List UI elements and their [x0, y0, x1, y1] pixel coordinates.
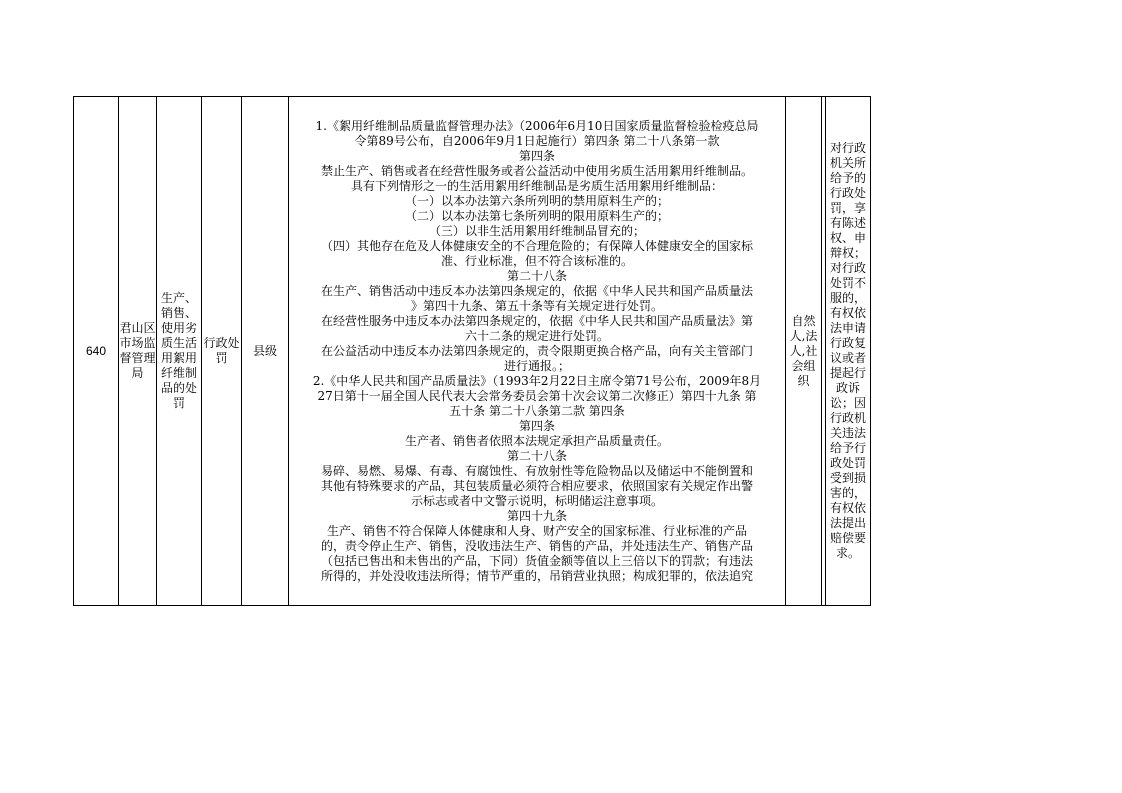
basis-line: 2.《中华人民共和国产品质量法》（1993年2月22日主席令第71号公布，2009年8月: [312, 373, 762, 388]
basis-line: （四）其他存在危及人体健康安全的不合理危险的；有保障人体健康安全的国家标: [320, 238, 753, 253]
basis-line: 在公益活动中违反本办法第四条规定的，责令限期更换合格产品，向有关主管部门: [320, 343, 753, 358]
basis-line: 所得的，并处没收违法所得；情节严重的，吊销营业执照；构成犯罪的，依法追究: [320, 568, 753, 583]
target-cell: 自然人,法人,社会组织: [786, 97, 822, 606]
basis-line: 令第89号公布，自2006年9月1日起施行）第四条 第二十八条第一款: [354, 133, 720, 148]
basis-line: 在经营性服务中违反本办法第四条规定的，依据《中华人民共和国产品质量法》第: [320, 313, 753, 328]
basis-line: （二）以本办法第七条所列明的限用原料生产的；: [404, 208, 669, 223]
basis-line: 准、行业标准，但不符合该标准的。: [440, 253, 633, 268]
law-enforcement-table: [73, 96, 871, 606]
basis-line: 示标志或者中文警示说明，标明储运注意事项。: [410, 493, 663, 508]
basis-line: 进行通报。；: [503, 358, 570, 373]
rights-cell: 对行政机关所给予的行政处罚，享有陈述权、申辩权；对行政处罚不服的，有权依法申请行政复议或者提起行政诉讼；因行政机关违法给予行政处罚受到损害的，有权依法提出赔偿要求。: [826, 97, 871, 606]
basis-line: 第四条: [518, 148, 555, 163]
basis-line: 其他有特殊要求的产品，其包装质量必须符合相应要求，依照国家有关规定作出警: [320, 478, 753, 493]
basis-line: 五十条 第二十八条第二款 第四条: [449, 403, 625, 418]
basis-line: 第二十八条: [506, 448, 567, 463]
basis-line: 易碎、易燃、易爆、有毒、有腐蚀性、有放射性等危险物品以及储运中不能倒置和: [320, 463, 753, 478]
basis-line: 生产者、销售者依照本法规定承担产品质量责任。: [404, 433, 669, 448]
department-cell: 君山区市场监督管理局: [119, 97, 157, 606]
basis-line: 具有下列情形之一的生活用絮用纤维制品是劣质生活用絮用纤维制品：: [350, 178, 723, 193]
item-name-cell: 生产、销售、使用劣质生活用絮用纤维制品的处罚: [157, 97, 202, 606]
basis-line: 在生产、销售活动中违反本办法第四条规定的，依据《中华人民共和国产品质量法: [320, 283, 753, 298]
basis-line: （三）以非生活用絮用纤维制品冒充的；: [428, 223, 645, 238]
basis-line: 第四条: [518, 418, 555, 433]
table-row: [74, 97, 871, 606]
basis-line: 的，责令停止生产、销售，没收违法生产、销售的产品，并处违法生产、销售产品: [320, 538, 753, 553]
row-number: 640: [74, 97, 119, 606]
basis-line: 第四十九条: [506, 508, 567, 523]
basis-line: 六十二条的规定进行处罚。: [464, 328, 609, 343]
basis-line: 1.《絮用纤维制品质量监督管理办法》（2006年6月10日国家质量监督检验检疫总局: [315, 118, 759, 133]
basis-line: （一）以本办法第六条所列明的禁用原料生产的；: [404, 193, 669, 208]
basis-line: 》第四十九条、第五十条等有关规定进行处罚。: [410, 298, 663, 313]
basis-line: 第二十八条: [506, 268, 567, 283]
basis-line: （包括已售出和未售出的产品，下同）货值金额等值以上三倍以下的罚款；有违法: [320, 553, 753, 568]
basis-line: 禁止生产、销售或者在经营性服务或者公益活动中使用劣质生活用絮用纤维制品。: [320, 163, 753, 178]
level-cell: 县级: [242, 97, 289, 606]
basis-line: 生产、销售不符合保障人体健康和人身、财产安全的国家标准、行业标准的产品: [326, 523, 747, 538]
legal-basis-cell: [289, 97, 786, 606]
item-type-cell: 行政处罚: [202, 97, 242, 606]
basis-line: 27日第十一届全国人民代表大会常务委员会第十次会议第二次修正）第四十九条 第: [317, 388, 757, 403]
